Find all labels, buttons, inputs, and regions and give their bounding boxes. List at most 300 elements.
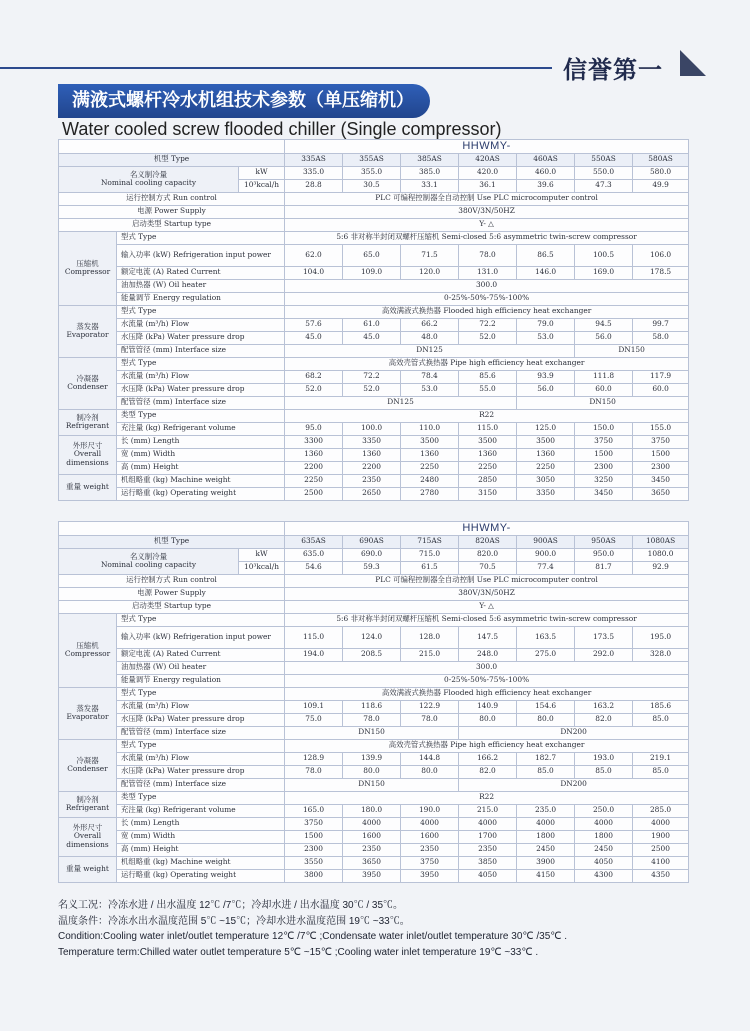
cell-value: 28.8 (285, 179, 343, 192)
group-dimensions: 外形尺寸 Overall dimensions (59, 817, 117, 856)
row-label: 类型 Type (117, 791, 285, 804)
row-label: 运行控制方式 Run control (59, 574, 285, 587)
cell-value: 100.0 (343, 422, 401, 435)
cell-value: 4100 (633, 856, 689, 869)
cell-value: 55.0 (459, 383, 517, 396)
cell-value: 385.0 (401, 166, 459, 179)
cell-value: 420.0 (459, 166, 517, 179)
cell-value: 208.5 (343, 648, 401, 661)
row-label: 水流量 (m³/h) Flow (117, 370, 285, 383)
cell-value: 163.2 (575, 700, 633, 713)
cell-value: 2350 (401, 843, 459, 856)
row-label: 运行略重 (kg) Operating weight (117, 869, 285, 882)
cell-value: 58.0 (633, 331, 689, 344)
oil-heater-value: 300.0 (285, 279, 689, 292)
cell-value: 1600 (401, 830, 459, 843)
row-label: 充注量 (kg) Refrigerant volume (117, 804, 285, 817)
cell-value: 355AS (343, 153, 401, 166)
cell-value: 820AS (459, 535, 517, 548)
cell-value: 3850 (459, 856, 517, 869)
spec-table-2 (58, 521, 689, 883)
cell-value: 80.0 (517, 713, 575, 726)
cell-value: 3500 (459, 435, 517, 448)
row-label: 水压降 (kPa) Water pressure drop (117, 331, 285, 344)
cell-value: 173.5 (575, 626, 633, 648)
cell-value: 1800 (575, 830, 633, 843)
cell-value: 86.5 (517, 244, 575, 266)
cell-value: 4000 (343, 817, 401, 830)
startup-type-value: Y- △ (285, 218, 689, 231)
row-label: 启动类型 Startup type (59, 218, 285, 231)
cell-value: 2200 (285, 461, 343, 474)
cell-value: 2250 (401, 461, 459, 474)
cell-value: 215.0 (459, 804, 517, 817)
compressor-type-value: 5:6 非对称半封闭双螺杆压缩机 Semi-closed 5:6 asymmetric twin-screw compressor (285, 231, 689, 244)
row-label: 水流量 (m³/h) Flow (117, 700, 285, 713)
evaporator-type-value: 高效满液式换热器 Flooded high efficiency heat exchanger (285, 305, 689, 318)
cell-value: 715.0 (401, 548, 459, 561)
row-label: 型式 Type (117, 687, 285, 700)
oil-heater-value: 300.0 (285, 661, 689, 674)
energy-regulation-value: 0-25%-50%-75%-100% (285, 292, 689, 305)
row-label: 水压降 (kPa) Water pressure drop (117, 765, 285, 778)
cell-value: 30.5 (343, 179, 401, 192)
cell-value: 115.0 (285, 626, 343, 648)
cell-value: 3500 (401, 435, 459, 448)
row-label: 宽 (mm) Width (117, 830, 285, 843)
row-label: 运行略重 (kg) Operating weight (117, 487, 285, 500)
cell-value: 1080.0 (633, 548, 689, 561)
group-evaporator: 蒸发器 Evaporator (59, 305, 117, 357)
row-label: 输入功率 (kW) Refrigeration input power (117, 626, 285, 648)
cell-value: 79.0 (517, 318, 575, 331)
cell-value: 2250 (517, 461, 575, 474)
row-label: 机组略重 (kg) Machine weight (117, 474, 285, 487)
cell-value: 82.0 (459, 765, 517, 778)
cell-value: 900.0 (517, 548, 575, 561)
cell-value: 550.0 (575, 166, 633, 179)
cell-value: 169.0 (575, 266, 633, 279)
cell-value: 3900 (517, 856, 575, 869)
cell-value: 1360 (459, 448, 517, 461)
row-label: 电源 Power Supply (59, 587, 285, 600)
unit-label: 10³kcal/h (239, 179, 285, 192)
cell-value: 3050 (517, 474, 575, 487)
cell-value: 4000 (575, 817, 633, 830)
cell-value: 1900 (633, 830, 689, 843)
cell-value: 900AS (517, 535, 575, 548)
cell-value: 185.6 (633, 700, 689, 713)
cell-value: 2850 (459, 474, 517, 487)
cell-value: 48.0 (401, 331, 459, 344)
cell-value: 635.0 (285, 548, 343, 561)
cell-value: 3950 (401, 869, 459, 882)
group-compressor: 压缩机 Compressor (59, 231, 117, 305)
cell-value: 950AS (575, 535, 633, 548)
cell-value: 1600 (343, 830, 401, 843)
evaporator-interface-value: DN200 (459, 726, 689, 739)
cell-value: 78.4 (401, 370, 459, 383)
condenser-type-value: 高效壳管式换热器 Pipe high efficiency heat exchanger (285, 739, 689, 752)
cell-value: 104.0 (285, 266, 343, 279)
row-label: 水流量 (m³/h) Flow (117, 752, 285, 765)
cell-value: 195.0 (633, 626, 689, 648)
cell-value: 182.7 (517, 752, 575, 765)
cell-value: 47.3 (575, 179, 633, 192)
cell-value: 33.1 (401, 179, 459, 192)
cell-value: 4300 (575, 869, 633, 882)
evaporator-type-value: 高效满液式换热器 Flooded high efficiency heat exchanger (285, 687, 689, 700)
cell-value: 144.8 (401, 752, 459, 765)
cell-value: 3250 (575, 474, 633, 487)
evaporator-interface-value: DN150 (575, 344, 689, 357)
row-label: 启动类型 Startup type (59, 600, 285, 613)
cell-value: 100.5 (575, 244, 633, 266)
condenser-interface-value: DN150 (285, 778, 459, 791)
row-label: 型式 Type (117, 305, 285, 318)
refrigerant-type-value: R22 (285, 791, 689, 804)
notes (58, 898, 698, 960)
cell-value: 128.0 (401, 626, 459, 648)
cell-value: 61.5 (401, 561, 459, 574)
cell-value: 82.0 (575, 713, 633, 726)
row-label: 水流量 (m³/h) Flow (117, 318, 285, 331)
cell-value: 72.2 (343, 370, 401, 383)
cell-value: 85.0 (575, 765, 633, 778)
cell-value: 85.0 (517, 765, 575, 778)
run-control-value: PLC 可编程控制器全自动控制 Use PLC microcomputer control (285, 192, 689, 205)
cell-value: 75.0 (285, 713, 343, 726)
row-label: 机型 Type (59, 535, 285, 548)
cell-value: 2480 (401, 474, 459, 487)
group-compressor: 压缩机 Compressor (59, 613, 117, 687)
group-evaporator: 蒸发器 Evaporator (59, 687, 117, 739)
cell-value: 165.0 (285, 804, 343, 817)
cell-value: 4350 (633, 869, 689, 882)
cell-value: 3450 (575, 487, 633, 500)
cell-value: 2300 (633, 461, 689, 474)
cell-value: 120.0 (401, 266, 459, 279)
condenser-interface-value: DN200 (459, 778, 689, 791)
cell-value: 2650 (343, 487, 401, 500)
row-label: 充注量 (kg) Refrigerant volume (117, 422, 285, 435)
cell-value: 248.0 (459, 648, 517, 661)
cell-value: 60.0 (575, 383, 633, 396)
cell-value: 335AS (285, 153, 343, 166)
row-label: 额定电流 (A) Rated Current (117, 648, 285, 661)
note-line: Condition:Cooling water inlet/outlet temperature 12℃ /7℃ ;Condensate water inlet/outlet temperature 30℃ /35℃ . (58, 931, 568, 942)
cell-value: 3750 (285, 817, 343, 830)
row-label: 配管管径 (mm) Interface size (117, 396, 285, 409)
cell-value: 3500 (517, 435, 575, 448)
cell-value: 3650 (343, 856, 401, 869)
row-label: 水压降 (kPa) Water pressure drop (117, 383, 285, 396)
cell-value: 1360 (517, 448, 575, 461)
cell-value: 95.0 (285, 422, 343, 435)
compressor-type-value: 5:6 非对称半封闭双螺杆压缩机 Semi-closed 5:6 asymmetric twin-screw compressor (285, 613, 689, 626)
row-label: 高 (mm) Height (117, 461, 285, 474)
cell-value: 68.2 (285, 370, 343, 383)
cell-value: 460AS (517, 153, 575, 166)
cell-value: 3750 (575, 435, 633, 448)
cell-value: 3300 (285, 435, 343, 448)
cell-value: 62.0 (285, 244, 343, 266)
row-label: 水压降 (kPa) Water pressure drop (117, 713, 285, 726)
cell-value: 335.0 (285, 166, 343, 179)
cell-value: 66.2 (401, 318, 459, 331)
cell-value: 950.0 (575, 548, 633, 561)
cell-value: 125.0 (517, 422, 575, 435)
cell-value: 1360 (343, 448, 401, 461)
cell-value: 1360 (401, 448, 459, 461)
cell-value: 81.7 (575, 561, 633, 574)
spec-table-1 (58, 139, 689, 501)
row-label: 高 (mm) Height (117, 843, 285, 856)
cell-value: 690AS (343, 535, 401, 548)
cell-value: 128.9 (285, 752, 343, 765)
note-line: Temperature term:Chilled water outlet temperature 5℃ ~15℃ ;Cooling water inlet temperature 19℃ ~33℃ . (58, 946, 539, 958)
cell-value: 2300 (285, 843, 343, 856)
cell-value: 2780 (401, 487, 459, 500)
cell-value: 106.0 (633, 244, 689, 266)
cell-value: 39.6 (517, 179, 575, 192)
cell-value: 93.9 (517, 370, 575, 383)
cell-value: 3150 (459, 487, 517, 500)
cell-value: 193.0 (575, 752, 633, 765)
cell-value: 80.0 (401, 765, 459, 778)
cell-value: 1500 (285, 830, 343, 843)
cell-value: 4000 (459, 817, 517, 830)
row-label: 配管管径 (mm) Interface size (117, 726, 285, 739)
cell-value: 3950 (343, 869, 401, 882)
cell-value: 2200 (343, 461, 401, 474)
row-label: 类型 Type (117, 409, 285, 422)
cell-value: 2350 (343, 843, 401, 856)
cell-value: 2500 (633, 843, 689, 856)
capacity-label: 名义制冷量 Nominal cooling capacity (59, 166, 239, 192)
cell-value: 580.0 (633, 166, 689, 179)
row-label: 长 (mm) Length (117, 435, 285, 448)
cell-value: 2250 (285, 474, 343, 487)
note-line: 温度条件：冷冻水出水温度范围 5℃ ~15℃；冷却水进水温度范围 19℃ ~33℃。 (58, 915, 410, 927)
series-header: HHWMY- (285, 522, 689, 536)
cell-value: 1800 (517, 830, 575, 843)
cell-value: 118.6 (343, 700, 401, 713)
cell-value: 1360 (285, 448, 343, 461)
cell-value: 3550 (285, 856, 343, 869)
row-label: 运行控制方式 Run control (59, 192, 285, 205)
group-refrigerant: 制冷剂 Refrigerant (59, 791, 117, 817)
row-label: 型式 Type (117, 739, 285, 752)
row-label: 电源 Power Supply (59, 205, 285, 218)
cell-value: 36.1 (459, 179, 517, 192)
power-supply-value: 380V/3N/50HZ (285, 587, 689, 600)
cell-value: 2350 (343, 474, 401, 487)
cell-value: 420AS (459, 153, 517, 166)
cell-value: 53.0 (517, 331, 575, 344)
cell-value: 78.0 (459, 244, 517, 266)
cell-value: 2450 (517, 843, 575, 856)
cell-value: 150.0 (575, 422, 633, 435)
row-label: 配管管径 (mm) Interface size (117, 778, 285, 791)
cell-value: 4150 (517, 869, 575, 882)
cell-value: 140.9 (459, 700, 517, 713)
cell-value: 2450 (575, 843, 633, 856)
cell-value: 92.9 (633, 561, 689, 574)
evaporator-interface-value: DN150 (285, 726, 459, 739)
cell-value: 3650 (633, 487, 689, 500)
cell-value: 690.0 (343, 548, 401, 561)
row-label: 能量调节 Energy regulation (117, 292, 285, 305)
cell-value: 4000 (517, 817, 575, 830)
cell-value: 155.0 (633, 422, 689, 435)
cell-value: 124.0 (343, 626, 401, 648)
group-weight: 重量 weight (59, 856, 117, 882)
condenser-interface-value: DN150 (517, 396, 689, 409)
row-label: 型式 Type (117, 357, 285, 370)
row-label: 能量调节 Energy regulation (117, 674, 285, 687)
cell-value: 61.0 (343, 318, 401, 331)
group-condenser: 冷凝器 Condenser (59, 739, 117, 791)
cell-value: 1700 (459, 830, 517, 843)
row-label: 额定电流 (A) Rated Current (117, 266, 285, 279)
energy-regulation-value: 0-25%-50%-75%-100% (285, 674, 689, 687)
cell-value: 715AS (401, 535, 459, 548)
unit-label: kW (239, 166, 285, 179)
cell-value: 139.9 (343, 752, 401, 765)
cell-value: 219.1 (633, 752, 689, 765)
cell-value: 285.0 (633, 804, 689, 817)
row-label: 油加热器 (W) Oil heater (117, 279, 285, 292)
brand-slogan: 信誉第一 (563, 55, 663, 84)
cell-value: 59.3 (343, 561, 401, 574)
cell-value: 99.7 (633, 318, 689, 331)
header-rule (0, 67, 552, 69)
unit-label: 10³kcal/h (239, 561, 285, 574)
cell-value: 122.9 (401, 700, 459, 713)
refrigerant-type-value: R22 (285, 409, 689, 422)
cell-value: 235.0 (517, 804, 575, 817)
cell-value: 275.0 (517, 648, 575, 661)
cell-value: 77.4 (517, 561, 575, 574)
cell-value: 109.0 (343, 266, 401, 279)
cell-value: 60.0 (633, 383, 689, 396)
cell-value: 190.0 (401, 804, 459, 817)
cell-value: 4050 (575, 856, 633, 869)
cell-value: 4000 (633, 817, 689, 830)
cell-value: 57.6 (285, 318, 343, 331)
cell-value: 460.0 (517, 166, 575, 179)
row-label: 输入功率 (kW) Refrigeration input power (117, 244, 285, 266)
power-supply-value: 380V/3N/50HZ (285, 205, 689, 218)
cell-value: 78.0 (285, 765, 343, 778)
cell-value: 178.5 (633, 266, 689, 279)
cell-value: 56.0 (575, 331, 633, 344)
capacity-label: 名义制冷量 Nominal cooling capacity (59, 548, 239, 574)
cell-value: 292.0 (575, 648, 633, 661)
row-label: 油加热器 (W) Oil heater (117, 661, 285, 674)
row-label: 宽 (mm) Width (117, 448, 285, 461)
cell-value: 54.6 (285, 561, 343, 574)
cell-value: 71.5 (401, 244, 459, 266)
cell-value: 115.0 (459, 422, 517, 435)
group-condenser: 冷凝器 Condenser (59, 357, 117, 409)
cell-value: 2300 (575, 461, 633, 474)
cell-value: 4000 (401, 817, 459, 830)
cell-value: 550AS (575, 153, 633, 166)
cell-value: 3350 (343, 435, 401, 448)
cell-value: 85.0 (633, 765, 689, 778)
cell-value: 49.9 (633, 179, 689, 192)
title-chinese: 满液式螺杆冷水机组技术参数（单压缩机） (58, 84, 430, 118)
cell-value: 80.0 (459, 713, 517, 726)
cell-value: 52.0 (459, 331, 517, 344)
cell-value: 328.0 (633, 648, 689, 661)
cell-value: 65.0 (343, 244, 401, 266)
cell-value: 166.2 (459, 752, 517, 765)
cell-value: 1500 (575, 448, 633, 461)
cell-value: 80.0 (343, 765, 401, 778)
unit-label: kW (239, 548, 285, 561)
cell-value: 3800 (285, 869, 343, 882)
cell-value: 131.0 (459, 266, 517, 279)
row-label: 机型 Type (59, 153, 285, 166)
series-header: HHWMY- (285, 140, 689, 154)
group-refrigerant: 制冷剂 Refrigerant (59, 409, 117, 435)
cell-value: 194.0 (285, 648, 343, 661)
cell-value: 385AS (401, 153, 459, 166)
cell-value: 154.6 (517, 700, 575, 713)
cell-value: 635AS (285, 535, 343, 548)
condenser-interface-value: DN125 (285, 396, 517, 409)
cell-value: 355.0 (343, 166, 401, 179)
cell-value: 56.0 (517, 383, 575, 396)
row-label: 配管管径 (mm) Interface size (117, 344, 285, 357)
cell-value: 163.5 (517, 626, 575, 648)
cell-value: 117.9 (633, 370, 689, 383)
evaporator-interface-value: DN125 (285, 344, 575, 357)
cell-value: 146.0 (517, 266, 575, 279)
row-label: 机组略重 (kg) Machine weight (117, 856, 285, 869)
cell-value: 78.0 (343, 713, 401, 726)
cell-value: 1500 (633, 448, 689, 461)
cell-value: 85.0 (633, 713, 689, 726)
cell-value: 52.0 (285, 383, 343, 396)
cell-value: 3350 (517, 487, 575, 500)
cell-value: 70.5 (459, 561, 517, 574)
note-line: 名义工况：冷冻水进 / 出水温度 12℃ /7℃；冷却水进 / 出水温度 30℃ / 35℃。 (58, 900, 404, 911)
cell-value: 110.0 (401, 422, 459, 435)
cell-value: 215.0 (401, 648, 459, 661)
cell-value: 1080AS (633, 535, 689, 548)
cell-value: 250.0 (575, 804, 633, 817)
startup-type-value: Y- △ (285, 600, 689, 613)
cell-value: 820.0 (459, 548, 517, 561)
row-label: 长 (mm) Length (117, 817, 285, 830)
cell-value: 2500 (285, 487, 343, 500)
cell-value: 3450 (633, 474, 689, 487)
run-control-value: PLC 可编程控制器全自动控制 Use PLC microcomputer control (285, 574, 689, 587)
cell-value: 2250 (459, 461, 517, 474)
condenser-type-value: 高效壳管式换热器 Pipe high efficiency heat exchanger (285, 357, 689, 370)
cell-value: 2350 (459, 843, 517, 856)
cell-value: 45.0 (285, 331, 343, 344)
cell-value: 180.0 (343, 804, 401, 817)
cell-value: 94.5 (575, 318, 633, 331)
cell-value: 85.6 (459, 370, 517, 383)
cell-value: 147.5 (459, 626, 517, 648)
cell-value: 3750 (633, 435, 689, 448)
